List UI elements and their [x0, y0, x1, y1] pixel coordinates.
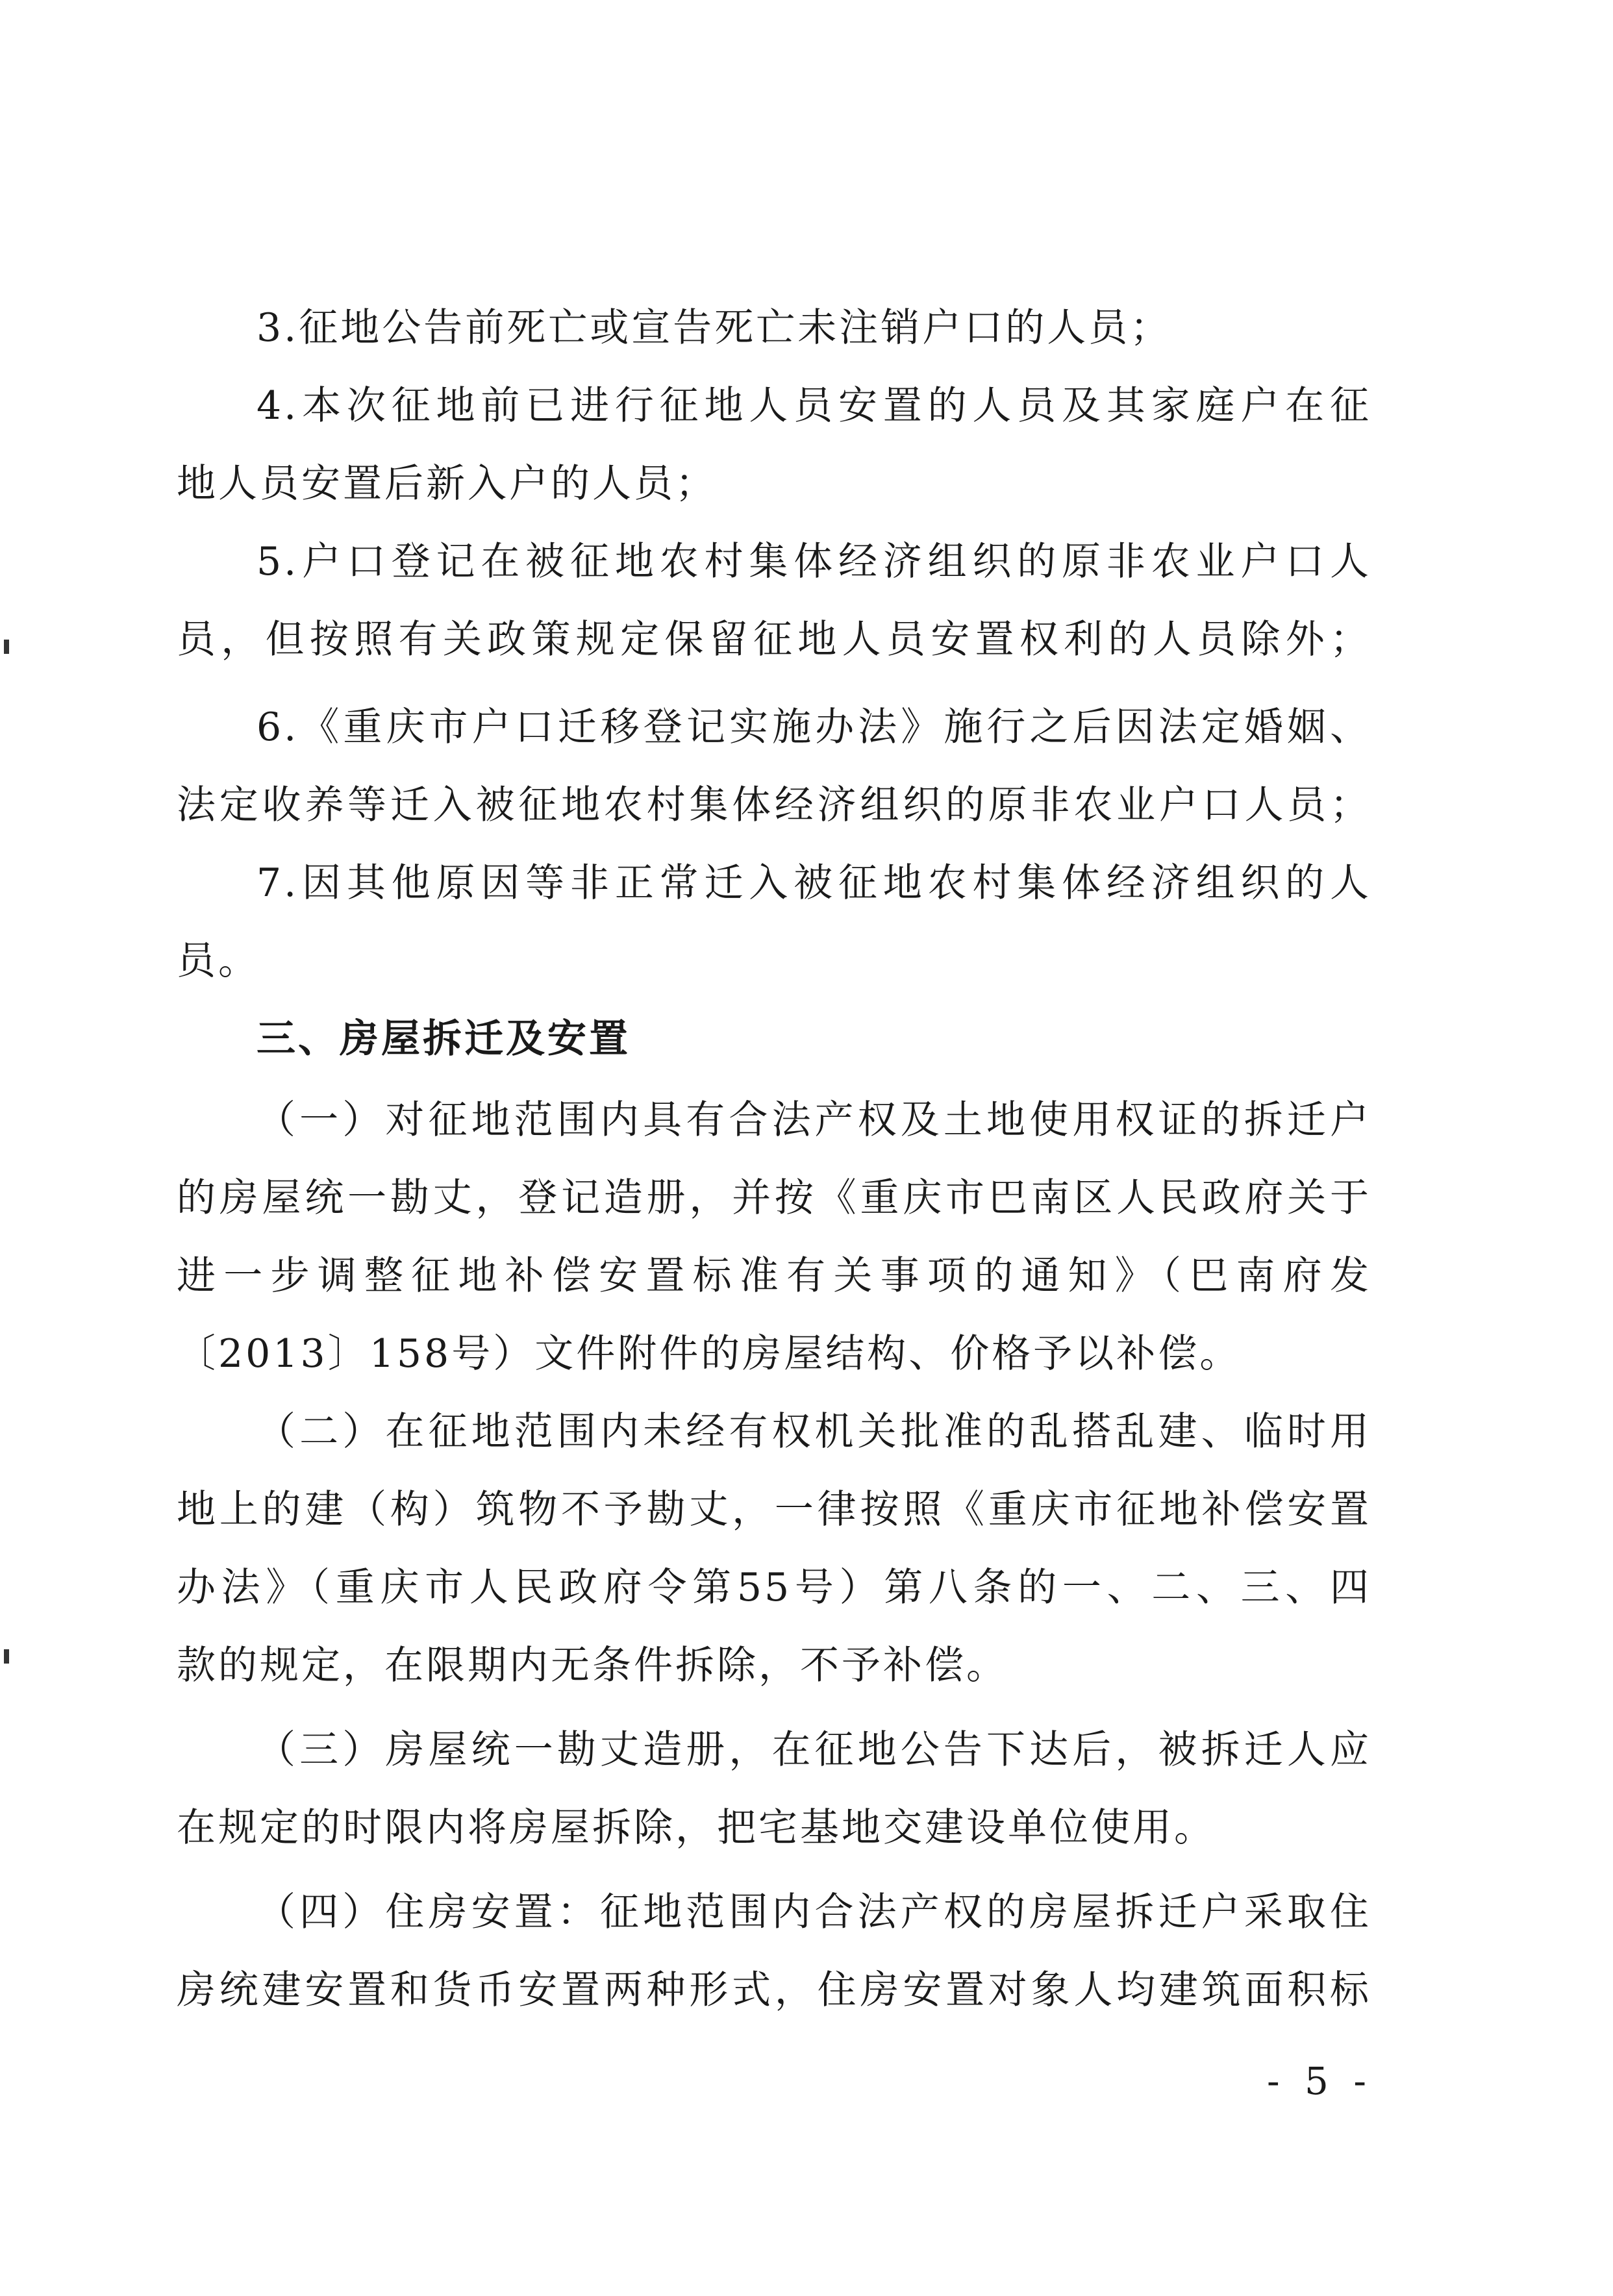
paragraph-4-line-2: 房统建安置和货币安置两种形式，住房安置对象人均建筑面积标	[177, 1967, 1371, 2013]
paragraph-2-line-1: （二）在征地范围内未经有权机关批准的乱搭乱建、临时用	[256, 1409, 1371, 1454]
paragraph-1-line-1: （一）对征地范围内具有合法产权及土地使用权证的拆迁户	[256, 1097, 1371, 1143]
list-item-5-line-2: 员，但按照有关政策规定保留征地人员安置权利的人员除外；	[177, 617, 1371, 662]
paragraph-3-line-1: （三）房屋统一勘丈造册，在征地公告下达后，被拆迁人应	[256, 1727, 1371, 1773]
scan-edge-mark	[4, 640, 9, 654]
scan-edge-mark	[4, 1649, 9, 1664]
paragraph-1-line-4: 〔2013〕158号）文件附件的房屋结构、价格予以补偿。	[177, 1331, 1242, 1377]
list-item-7-line-1: 7.因其他原因等非正常迁入被征地农村集体经济组织的人	[256, 860, 1371, 906]
list-item-7-line-2: 员。	[177, 938, 260, 984]
paragraph-4-line-1: （四）住房安置：征地范围内合法产权的房屋拆迁户采取住	[256, 1890, 1371, 1935]
section-heading: 三、房屋拆迁及安置	[256, 1016, 631, 1062]
paragraph-2-line-4: 款的规定，在限期内无条件拆除，不予补偿。	[177, 1643, 1008, 1688]
list-item-3: 3.征地公告前死亡或宣告死亡未注销户口的人员；	[256, 305, 1172, 351]
paragraph-1-line-3: 进一步调整征地补偿安置标准有关事项的通知》（巴南府发	[177, 1253, 1371, 1299]
paragraph-2-line-3: 办法》（重庆市人民政府令第55号）第八条的一、二、三、四	[177, 1565, 1371, 1610]
list-item-6-line-1: 6.《重庆市户口迁移登记实施办法》施行之后因法定婚姻、	[256, 705, 1371, 750]
paragraph-1-line-2: 的房屋统一勘丈，登记造册，并按《重庆市巴南区人民政府关于	[177, 1175, 1371, 1221]
paragraph-3-line-2: 在规定的时限内将房屋拆除，把宅基地交建设单位使用。	[177, 1805, 1216, 1851]
list-item-5-line-1: 5.户口登记在被征地农村集体经济组织的原非农业户口人	[256, 539, 1371, 584]
paragraph-2-line-2: 地上的建（构）筑物不予勘丈，一律按照《重庆市征地补偿安置	[177, 1487, 1371, 1532]
list-item-6-line-2: 法定收养等迁入被征地农村集体经济组织的原非农业户口人员；	[177, 782, 1371, 828]
page-number: - 5 -	[1267, 2059, 1373, 2103]
list-item-4-line-1: 4.本次征地前已进行征地人员安置的人员及其家庭户在征	[256, 383, 1371, 429]
list-item-4-line-2: 地人员安置后新入户的人员；	[177, 461, 717, 506]
